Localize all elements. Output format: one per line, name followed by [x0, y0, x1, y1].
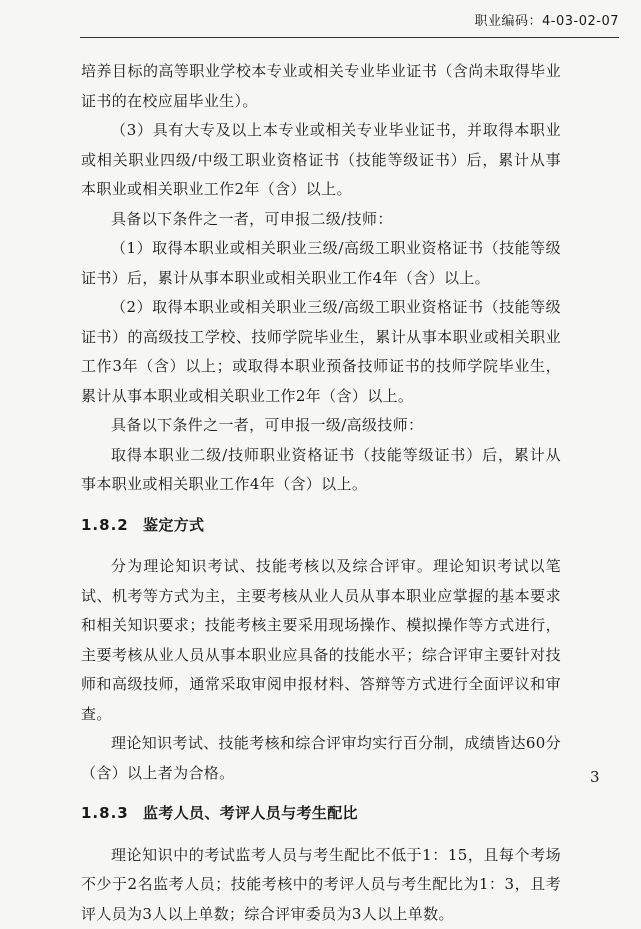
paragraph: （2）取得本职业或相关职业三级/高级工职业资格证书（技能等级证书）的高级技工学校、技师学院毕业生，累计从事本职业或相关职业工作3年（含）以上；或取得本职业预备技师证书的技师学院毕业生，累计从事本职业或相关职业工作2年（含）以上。 [81, 293, 561, 411]
paragraph: （1）取得本职业或相关职业三级/高级工职业资格证书（技能等级证书）后，累计从事本职业或相关职业工作4年（含）以上。 [81, 234, 561, 293]
section-heading [81, 511, 561, 541]
paragraph: 分为理论知识考试、技能考核以及综合评审。理论知识考试以笔试、机考等方式为主，主要考核从业人员从事本职业应掌握的基本要求和相关知识要求；技能考核主要采用现场操作、模拟操作等方式进行，主要考核从业人员从事本职业应具备的技能水平；综合评审主要针对技师和高级技师，通常采取审阅申报材料、答辩等方式进行全面评议和审查。 [81, 552, 561, 729]
section-title: 监考人员、考评人员与考生配比 [143, 804, 358, 822]
paragraph: 具备以下条件之一者，可申报二级/技师： [81, 205, 561, 235]
paragraph: 理论知识中的考试监考人员与考生配比不低于1：15，且每个考场不少于2名监考人员；技能考核中的考评人员与考生配比为1：3，且考评人员为3人以上单数；综合评审委员为3人以上单数。 [81, 841, 561, 929]
paragraph: 取得本职业二级/技师职业资格证书（技能等级证书）后，累计从事本职业或相关职业工作4年（含）以上。 [81, 441, 561, 500]
page-body [81, 57, 561, 929]
header-rule [80, 37, 619, 38]
occupation-code: 职业编码：4-03-02-07 [475, 10, 619, 29]
section-number: 1.8.3 [81, 799, 143, 829]
section-title: 鉴定方式 [143, 516, 204, 534]
paragraph: 培养目标的高等职业学校本专业或相关专业毕业证书（含尚未取得毕业证书的在校应届毕业生）。 [81, 57, 561, 116]
paragraph: 理论知识考试、技能考核和综合评审均实行百分制，成绩皆达60分（含）以上者为合格。 [81, 729, 561, 788]
paragraph: 具备以下条件之一者，可申报一级/高级技师： [81, 411, 561, 441]
section-number: 1.8.2 [81, 511, 143, 541]
section-heading [81, 799, 561, 829]
page-number: 3 [590, 768, 600, 786]
paragraph: （3）具有大专及以上本专业或相关专业毕业证书，并取得本职业或相关职业四级/中级工职业资格证书（技能等级证书）后，累计从事本职业或相关职业工作2年（含）以上。 [81, 116, 561, 205]
